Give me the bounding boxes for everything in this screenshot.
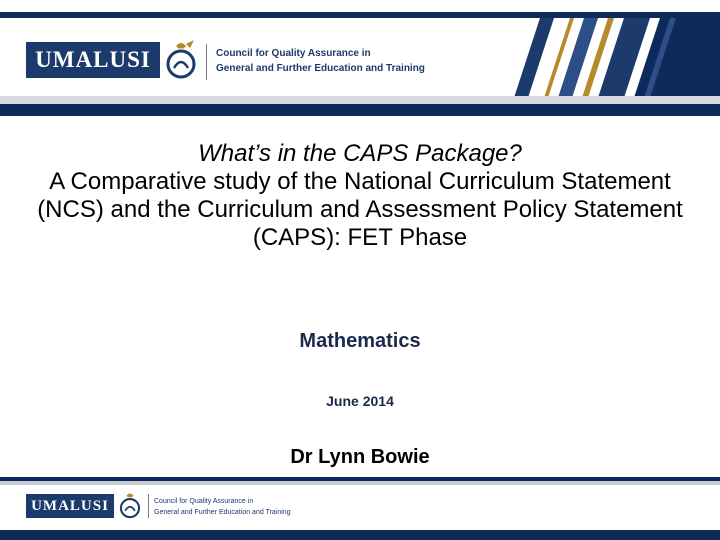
header-bottom-bar: [0, 104, 720, 116]
title-question: What’s in the CAPS Package?: [198, 140, 522, 167]
footer-council-line-1: Council for Quality Assurance in: [154, 498, 254, 505]
header-shade: [0, 96, 720, 104]
footer-umalusi-logo: UMALUSI: [26, 494, 114, 518]
title-study: A Comparative study of the National Curriculum Statement (NCS) and the Curriculum and Assessment Policy Statement (CAPS): FET Phase: [37, 168, 683, 251]
slide-title: [20, 140, 700, 252]
footer-logo-divider: [148, 494, 149, 518]
footer-emblem-icon: [118, 490, 142, 522]
logo-divider: [206, 44, 207, 80]
footer-council-line-2: General and Further Education and Training: [154, 509, 291, 516]
council-name: [216, 46, 425, 76]
umalusi-emblem-icon: [164, 38, 198, 84]
footer-council-name: [154, 496, 291, 518]
umalusi-logo: UMALUSI: [26, 42, 160, 78]
footer-shade: [0, 481, 720, 485]
council-line-1: Council for Quality Assurance in: [216, 48, 371, 59]
author-name: Dr Lynn Bowie: [290, 446, 430, 468]
footer-bottom-bar: [0, 530, 720, 540]
subject-heading: Mathematics: [299, 330, 421, 352]
council-line-2: General and Further Education and Training: [216, 63, 425, 74]
date-label: June 2014: [326, 393, 394, 409]
